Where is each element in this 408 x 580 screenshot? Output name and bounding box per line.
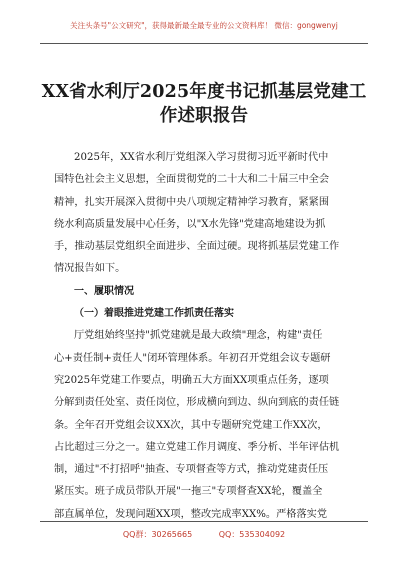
paragraph-line: 紧压实。班子成员带队开展"一拖三"专项督查XX轮，覆盖全	[54, 486, 323, 498]
document-title	[30, 80, 378, 128]
document-body	[54, 147, 354, 526]
title-line-2: 作述职报告	[159, 106, 249, 126]
paragraph-line: 心+责任制+责任人"闭环管理体系。年初召开党组会议专题研	[54, 352, 331, 364]
paragraph-line: 分解到责任处室、责任岗位，形成横向到边、纵向到底的责任链	[54, 397, 340, 409]
footer-contacts	[0, 529, 408, 540]
header-note: 关注头条号"公文研究"，获得最新最全最专业的公文资料库！ 微信：gongwenyj	[70, 21, 338, 30]
paragraph-line: 情况报告如下。	[54, 263, 126, 275]
paragraph-line: 占比超过三分之一。建立党建工作月调度、季分析、半年评估机	[54, 441, 340, 453]
paragraph-line: 精神，扎实开展深入贯彻中央八项规定精神学习教育，紧紧围	[54, 196, 330, 208]
footer-divider	[40, 521, 368, 522]
paragraph-line: 绕水利高质量发展中心任务，以"X水先锋"党建高地建设为抓	[54, 218, 326, 230]
title-line-1: XX省水利厅2025年度书记抓基层党建工	[41, 82, 367, 102]
footer-qq-group: QQ群：30265665	[122, 530, 193, 539]
paragraph-line: 厅党组始终坚持"抓党建就是最大政绩"理念，构建"责任	[74, 330, 323, 342]
paragraph-line: 2025年，XX省水利厅党组深入学习贯彻习近平新时代中	[74, 152, 329, 163]
paragraph-line: 部直属单位，发现问题XX项，整改完成率XX%。严格落实党	[54, 508, 328, 520]
paragraph-line: 究2025年党建工作要点，明确五大方面XX项重点任务，逐项	[54, 374, 329, 386]
section-heading: 一、履职情况	[74, 285, 134, 297]
paragraph-line: 制，通过"不打招呼"抽查、专项督查等方式，推动党建责任压	[54, 464, 329, 476]
paragraph-line: 国特色社会主义思想，全面贯彻党的二十大和二十届三中全会	[54, 174, 330, 186]
paragraph-line: 条。全年召开党组会议XX次，其中专题研究党建工作XX次，	[54, 419, 328, 431]
footer-qq: QQ：535304092	[218, 530, 286, 539]
subsection-heading: （一）着眼推进党建工作抓责任落实	[74, 308, 234, 320]
paragraph-line: 手，推动基层党组织全面进步、全面过硬。现将抓基层党建工作	[54, 241, 340, 253]
header-divider	[40, 43, 368, 44]
